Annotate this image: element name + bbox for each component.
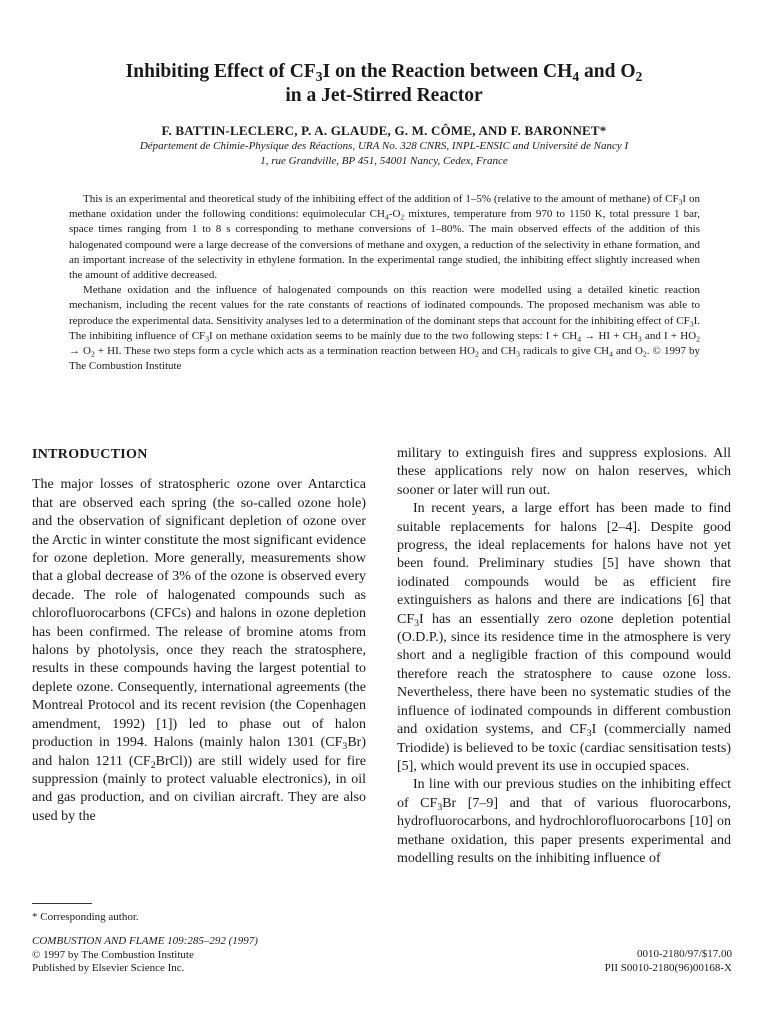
article-codes <box>605 948 732 975</box>
abstract-paragraph-1: This is an experimental and theoretical study of the inhibiting effect of the addition of 1–5% (relative to the amount of methane) of $CF_3I$ on methane oxidation under the following conditions: equimolecular $CH_4-O_2$ mixtures, temperature from 970 to 1150 K, total pressure 1 bar, space times ranging from 1 to 8 s corresponding to methane conversions of 1–80%. The main observed effects of the addition of this halogenated compound were a large decrease of the conversions of methane and oxygen, a reduction of the selectivity in ethane formation, and an important increase of the selectivity in ethylene formation. In the experimental range studied, the inhibiting effect slightly increased when the amount of additive decreased. <box>69 193 700 282</box>
journal-citation: COMBUSTION AND FLAME 109:285–292 (1997) <box>32 935 258 947</box>
intro-paragraph-3: In line with our previous studies on the inhibiting effect of $CF_3Br$ [7–9] and that of various fluorocarbons, hydrofluorocarbons, and hydrochlorofluorocarbons [10] on methane oxidation, this paper presents experimental and modelling results on the inhibiting influence of <box>397 777 731 866</box>
affiliation <box>60 139 708 169</box>
footnote-divider <box>32 903 92 904</box>
affiliation-line-1: Département de Chimie-Physique des Réactions, URA No. 328 CNRS, INPL-ENSIC and Université de Nancy I <box>139 140 629 152</box>
title-line-2: in a Jet-Stirred Reactor <box>285 85 483 106</box>
intro-paragraph-2: In recent years, a large effort has been made to find suitable replacements for halons [2–4]. Despite good progress, the ideal replacements for halons have not yet been found. Preliminary studies [5] have shown that iodinated compounds would be as efficient fire extinguishers as halons and there are indications [6] that $CF_3I$ has an essentially zero ozone depletion potential (O.D.P.), since its residence time in the atmosphere is very short and a negligible fraction of this compound would therefore reach the stratosphere to cause ozone loss. Nevertheless, there have been no systematic studies of the influence of iodinated compounds in different combustion and oxidation systems, and $CF_3I$ (commercially named Triodide) is believed to be toxic (cardiac sensitisation tests) [5], which would prevent its use in occupied spaces. <box>397 501 731 774</box>
intro-paragraph-continued: military to extinguish fires and suppress explosions. All these applications rely now on halon reserves, which sooner or later will run out. <box>397 446 731 498</box>
paper-title <box>40 60 728 108</box>
section-heading-introduction: INTRODUCTION <box>32 447 148 462</box>
title-line-1: Inhibiting Effect of $CF_3I$ on the Reaction between $CH_4$ and $O_2$ <box>125 61 643 85</box>
copyright-line: © 1997 by The Combustion Institute <box>32 948 194 961</box>
right-column <box>397 445 731 868</box>
publisher-line: Published by Elsevier Science Inc. <box>32 962 185 974</box>
abstract <box>69 192 700 374</box>
authors: F. BATTIN-LECLERC, P. A. GLAUDE, G. M. CÔME, AND F. BARONNET* <box>161 123 607 138</box>
issn-price: 0010-2180/97/$17.00 <box>636 948 732 960</box>
left-column <box>32 446 366 826</box>
journal-info <box>32 935 258 976</box>
pii-code: PII S0010-2180(96)00168-X <box>604 961 732 974</box>
abstract-paragraph-2: Methane oxidation and the influence of halogenated compounds on this reaction were modelled using a detailed kinetic reaction mechanism, including the recent values for the rate constants of reactions of iodinated compounds. The proposed mechanism was able to reproduce the experimental data. Sensitivity analyses led to a determination of the dominant steps that account for the inhibiting effect of $CF_3I$. The inhibiting influence of $CF_3I$ on methane oxidation seems to be mainly due to the two following steps: $I + CH_4$ → HI + $CH_3$ and $I + HO_2 \to O_2$ + HI. These two steps form a cycle which acts as a termination reaction between $HO_2$ and $CH_3$ radicals to give $CH_4$ and $O_2$. © 1997 by The Combustion Institute <box>69 284 701 373</box>
intro-paragraph-1: The major losses of stratospheric ozone over Antarctica that are observed each spring (the so-called ozone hole) and the observation of significant depletion of ozone over the Arctic in winter constitute the most significant evidence for ozone depletion. More generally, measurements show that a global decrease of 3% of the ozone is observed every decade. The role of halogenated compounds such as chlorofluorocarbons (CFCs) and halons in ozone depletion has been confirmed. The release of bromine atoms from halons by photolysis, once they reach the stratosphere, results in these compounds having the largest potential to deplete ozone. Consequently, international agreements (the Montreal Protocol and its recent revision (the Copenhagen amendment, 1992) [1]) led to phase out of halon production in 1994. Halons (mainly halon 1301 $(CF_3Br)$ and halon 1211 $(CF_2BrCl)$) are still widely used for fire suppression (mainly to protect valuable electronics), in oil and gas production, and on civilian aircraft. They are also used by the <box>32 477 366 824</box>
corresponding-author-footnote: * Corresponding author. <box>32 911 139 923</box>
affiliation-line-2: 1, rue Grandville, BP 451, 54001 Nancy, Cedex, France <box>260 155 508 167</box>
